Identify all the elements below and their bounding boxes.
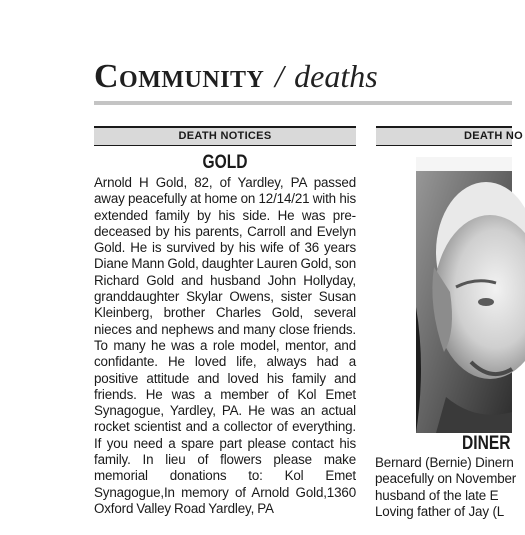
obituary-gold [94,152,356,535]
section-title: Community [94,58,265,95]
text-line: Bernard (Bernie) Dinern [375,455,514,470]
header-rule [94,101,512,105]
text-line: peacefully on November [375,471,517,487]
column1-heading: DEATH NOTICES [94,126,356,146]
obituary-name-2: DINER [462,433,511,454]
obituary-body-2 [375,455,525,519]
text-line: husband of the late E [375,487,499,503]
text-line: Loving father of Jay (L [375,503,505,519]
portrait-image [416,157,512,433]
section-subtitle: deaths [294,58,378,94]
obituary-body: Arnold H Gold, 82, of Yardley, PA passed away peacefully at home on 12/14/21 with his extended family by his side. He was pre-deceased by his parents, Carroll and Evelyn Gold. He is survived by his wife of 36 years Diane Mann Gold, daughter Lauren Gold, son Richard Gold and husband John Hollyday, granddaughter Skylar Owens, sister Susan Kleinberg, brother Charles Gold, several nieces and nephews and many close friends. To many he was a role model, mentor, and confidante. He loved life, always had a positive attitude and loved his family and friends. He was a member of Kol Emet Synagogue, Yardley, PA. He was an actual rocket scientist and a collector of everything. If you need a spare part please contact his family. In lieu of flowers please make memorial donations to: Kol Emet Synagogue,In memory of Arnold Gold,1360 Oxford Valley Road Yardley, PA [94,175,356,516]
section-header [94,58,514,98]
section-separator: / [274,58,284,94]
obituary-name: GOLD [202,152,248,173]
column2-heading: DEATH NO [376,126,512,146]
obituary-photo [416,157,512,433]
